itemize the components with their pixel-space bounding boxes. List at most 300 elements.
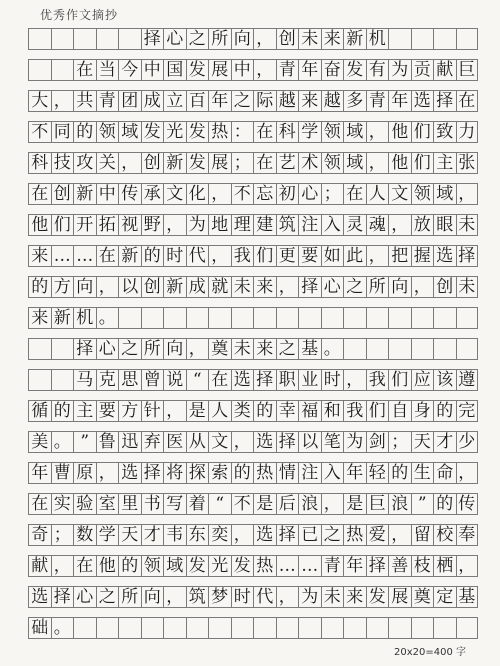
grid-cell: 献: [28, 555, 51, 577]
grid-cell: 为: [388, 59, 411, 81]
grid-cell: [366, 617, 389, 639]
grid-cell: 方: [118, 400, 141, 422]
grid-cell: 更: [276, 245, 299, 267]
grid-cell: “: [208, 493, 231, 515]
grid-cell: 承: [141, 183, 164, 205]
grid-cell: 化: [186, 183, 209, 205]
grid-cell: ，: [253, 28, 276, 50]
grid-cell: 完: [456, 400, 479, 422]
grid-cell: 择: [51, 586, 74, 608]
grid-cell: 灵: [343, 214, 366, 236]
grid-cell: ，: [231, 431, 254, 453]
grid-cell: 关: [96, 152, 119, 174]
grid-cell: [433, 28, 456, 50]
grid-cell: 心: [321, 276, 344, 298]
grid-cell: ，: [411, 276, 434, 298]
grid-cell: 巨: [456, 59, 479, 81]
grid-cell: 浪: [388, 493, 411, 515]
grid-cell: ，: [321, 493, 344, 515]
grid-row: [28, 586, 478, 608]
grid-cell: 把: [388, 245, 411, 267]
grid-row: [28, 307, 478, 329]
grid-cell: 青: [366, 90, 389, 112]
grid-cell: 他: [96, 555, 119, 577]
grid-cell: 书: [141, 493, 164, 515]
grid-cell: 校: [433, 524, 456, 546]
grid-cell: 心: [163, 28, 186, 50]
grid-cell: 生: [411, 462, 434, 484]
grid-cell: 着: [186, 493, 209, 515]
grid-cell: ”: [73, 431, 96, 453]
grid-cell: 择: [276, 431, 299, 453]
grid-cell: 大: [28, 90, 51, 112]
row-gap: [28, 174, 478, 183]
grid-cell: [411, 617, 434, 639]
grid-cell: 曹: [51, 462, 74, 484]
grid-cell: 越: [321, 90, 344, 112]
grid-cell: 热: [343, 524, 366, 546]
grid-cell: 爱: [366, 524, 389, 546]
grid-cell: 之: [321, 524, 344, 546]
grid-cell: 的: [253, 400, 276, 422]
grid-cell: [118, 28, 141, 50]
grid-cell: ，: [96, 276, 119, 298]
grid-cell: [411, 338, 434, 360]
grid-cell: 人: [366, 183, 389, 205]
grid-cell: 文: [163, 183, 186, 205]
grid-cell: 我: [343, 400, 366, 422]
grid-row: [28, 90, 478, 112]
grid-cell: 的: [73, 121, 96, 143]
grid-cell: 和: [321, 400, 344, 422]
row-gap: [28, 484, 478, 493]
grid-cell: 在: [253, 121, 276, 143]
grid-cell: 不: [231, 493, 254, 515]
grid-cell: 他: [28, 214, 51, 236]
grid-cell: 后: [276, 493, 299, 515]
grid-cell: 弃: [141, 431, 164, 453]
grid-cell: ；: [388, 431, 411, 453]
grid-cell: 少: [456, 431, 479, 453]
grid-cell: 奠: [411, 586, 434, 608]
grid-cell: ：: [231, 121, 254, 143]
grid-cell: 光: [208, 555, 231, 577]
grid-cell: 域: [433, 183, 456, 205]
grid-cell: 鲁: [96, 431, 119, 453]
grid-cell: 遵: [456, 369, 479, 391]
grid-row: [28, 462, 478, 484]
grid-cell: 梦: [208, 586, 231, 608]
grid-cell: 针: [141, 400, 164, 422]
grid-cell: 力: [456, 121, 479, 143]
grid-cell: 们: [388, 369, 411, 391]
row-gap: [28, 577, 478, 586]
grid-cell: [321, 307, 344, 329]
grid-cell: 发: [366, 586, 389, 608]
grid-row: [28, 183, 478, 205]
row-gap: [28, 50, 478, 59]
grid-cell: 轻: [366, 462, 389, 484]
grid-cell: 要: [298, 245, 321, 267]
grid-cell: 光: [163, 121, 186, 143]
grid-row: [28, 617, 478, 639]
grid-cell: 他: [388, 152, 411, 174]
grid-cell: 发: [186, 555, 209, 577]
grid-cell: 初: [276, 183, 299, 205]
grid-cell: [28, 338, 51, 360]
grid-cell: 入: [321, 462, 344, 484]
grid-cell: 奕: [208, 524, 231, 546]
grid-cell: 之: [276, 338, 299, 360]
grid-cell: 越: [276, 90, 299, 112]
grid-cell: 领: [321, 152, 344, 174]
grid-row: [28, 555, 478, 577]
grid-cell: 将: [163, 462, 186, 484]
row-gap: [28, 205, 478, 214]
grid-cell: [28, 369, 51, 391]
grid-cell: 中: [96, 183, 119, 205]
grid-cell: 创: [141, 276, 164, 298]
grid-cell: 巨: [366, 493, 389, 515]
grid-cell: 业: [298, 369, 321, 391]
grid-cell: [231, 617, 254, 639]
row-gap: [28, 391, 478, 400]
grid-cell: 此: [343, 245, 366, 267]
grid-cell: [343, 307, 366, 329]
grid-cell: 选: [118, 462, 141, 484]
grid-cell: [163, 307, 186, 329]
grid-cell: 们: [51, 214, 74, 236]
grid-cell: 领: [96, 121, 119, 143]
grid-row: [28, 121, 478, 143]
grid-row: [28, 400, 478, 422]
grid-cell: 的: [231, 462, 254, 484]
grid-cell: 发: [186, 59, 209, 81]
grid-cell: 魂: [366, 214, 389, 236]
grid-cell: 创: [141, 152, 164, 174]
grid-cell: 未: [456, 214, 479, 236]
grid-cell: ，: [456, 462, 479, 484]
grid-cell: ，: [163, 400, 186, 422]
grid-cell: 在: [73, 59, 96, 81]
grid-cell: 身: [411, 400, 434, 422]
grid-cell: ，: [118, 152, 141, 174]
grid-cell: 韦: [163, 524, 186, 546]
grid-cell: 忘: [253, 183, 276, 205]
grid-cell: [411, 28, 434, 50]
grid-cell: ；: [51, 524, 74, 546]
grid-cell: ，: [51, 555, 74, 577]
grid-cell: 。: [51, 617, 74, 639]
grid-cell: ，: [163, 586, 186, 608]
grid-cell: 选: [433, 245, 456, 267]
grid-cell: 不: [28, 121, 51, 143]
grid-cell: [51, 338, 74, 360]
grid-cell: 选: [28, 586, 51, 608]
grid-cell: 来: [28, 245, 51, 267]
grid-cell: 新: [163, 276, 186, 298]
grid-cell: ，: [276, 586, 299, 608]
row-gap: [28, 608, 478, 617]
grid-cell: 时: [163, 245, 186, 267]
grid-cell: 之: [118, 338, 141, 360]
grid-cell: 剑: [366, 431, 389, 453]
grid-cell: 在: [253, 152, 276, 174]
grid-cell: 向: [141, 586, 164, 608]
grid-cell: 善: [388, 555, 411, 577]
grid-cell: 。: [51, 431, 74, 453]
grid-cell: ，: [231, 524, 254, 546]
grid-cell: ，: [96, 462, 119, 484]
grid-cell: 之: [186, 28, 209, 50]
grid-cell: 择: [253, 369, 276, 391]
grid-cell: 学: [96, 524, 119, 546]
grid-cell: 青: [321, 555, 344, 577]
grid-cell: 探: [186, 462, 209, 484]
grid-cell: [73, 28, 96, 50]
grid-cell: 代: [253, 586, 276, 608]
grid-cell: 就: [208, 276, 231, 298]
grid-cell: 域: [163, 555, 186, 577]
grid-cell: 展: [388, 586, 411, 608]
grid-cell: ，: [366, 152, 389, 174]
grid-cell: 文: [388, 183, 411, 205]
grid-cell: 他: [388, 121, 411, 143]
grid-cell: [298, 307, 321, 329]
grid-cell: 曾: [141, 369, 164, 391]
grid-cell: [51, 59, 74, 81]
grid-cell: 的: [433, 400, 456, 422]
grid-cell: 成: [186, 276, 209, 298]
grid-cell: [141, 617, 164, 639]
grid-cell: 思: [118, 369, 141, 391]
grid-cell: 注: [298, 462, 321, 484]
grid-cell: ”: [411, 493, 434, 515]
grid-cell: [163, 617, 186, 639]
row-gap: [28, 360, 478, 369]
grid-cell: 如: [321, 245, 344, 267]
grid-cell: ，: [208, 245, 231, 267]
grid-cell: 人: [208, 400, 231, 422]
grid-cell: 主: [433, 152, 456, 174]
grid-cell: 为: [186, 214, 209, 236]
grid-cell: 里: [118, 493, 141, 515]
row-gap: [28, 298, 478, 307]
grid-cell: 不: [231, 183, 254, 205]
grid-cell: 入: [321, 214, 344, 236]
grid-cell: 在: [28, 183, 51, 205]
grid-cell: [51, 369, 74, 391]
grid-cell: 情: [276, 462, 299, 484]
grid-row: [28, 276, 478, 298]
grid-cell: 发: [186, 152, 209, 174]
grid-cell: 国: [163, 59, 186, 81]
grid-cell: 热: [208, 121, 231, 143]
grid-cell: 时: [231, 586, 254, 608]
grid-cell: 该: [433, 369, 456, 391]
grid-cell: 筑: [276, 214, 299, 236]
grid-cell: 同: [51, 121, 74, 143]
grid-cell: 我: [366, 369, 389, 391]
grid-cell: 心: [73, 586, 96, 608]
grid-cell: 未: [456, 276, 479, 298]
grid-cell: 眼: [433, 214, 456, 236]
grid-cell: 文: [208, 431, 231, 453]
grid-cell: 年: [208, 90, 231, 112]
grid-cell: 新: [163, 152, 186, 174]
grid-cell: 际: [253, 90, 276, 112]
grid-row: [28, 369, 478, 391]
grid-cell: 传: [118, 183, 141, 205]
grid-cell: 择: [276, 524, 299, 546]
grid-cell: [73, 617, 96, 639]
grid-cell: ，: [366, 245, 389, 267]
grid-cell: 奠: [208, 338, 231, 360]
grid-cell: 东: [186, 524, 209, 546]
grid-cell: 今: [118, 59, 141, 81]
grid-cell: 年: [343, 462, 366, 484]
grid-cell: [276, 617, 299, 639]
grid-cell: [96, 28, 119, 50]
grid-cell: 新: [343, 28, 366, 50]
grid-cell: [456, 338, 479, 360]
grid-cell: 机: [366, 28, 389, 50]
grid-cell: 循: [28, 400, 51, 422]
grid-cell: 选: [231, 369, 254, 391]
grid-cell: 献: [433, 59, 456, 81]
grid-cell: …: [276, 555, 299, 577]
grid-cell: 要: [96, 400, 119, 422]
grid-cell: ；: [231, 152, 254, 174]
grid-cell: ，: [343, 369, 366, 391]
grid-row: [28, 152, 478, 174]
grid-cell: 创: [276, 28, 299, 50]
grid-cell: 中: [231, 59, 254, 81]
grid-cell: 职: [276, 369, 299, 391]
grid-cell: 青: [276, 59, 299, 81]
grid-cell: 说: [163, 369, 186, 391]
grid-cell: 展: [208, 59, 231, 81]
grid-cell: [321, 617, 344, 639]
grid-cell: ；: [321, 183, 344, 205]
row-gap: [28, 81, 478, 90]
grid-cell: 时: [321, 369, 344, 391]
row-gap: [28, 112, 478, 121]
grid-cell: [118, 307, 141, 329]
grid-cell: 定: [433, 586, 456, 608]
grid-cell: 视: [118, 214, 141, 236]
grid-cell: 枝: [411, 555, 434, 577]
grid-cell: 奇: [28, 524, 51, 546]
grid-cell: 传: [456, 493, 479, 515]
grid-cell: 领: [411, 183, 434, 205]
grid-cell: 为: [298, 586, 321, 608]
grid-cell: ，: [456, 555, 479, 577]
grid-cell: 是: [186, 400, 209, 422]
grid-cell: 地: [208, 214, 231, 236]
grid-cell: 已: [298, 524, 321, 546]
grid-cell: [28, 28, 51, 50]
grid-cell: 的: [118, 555, 141, 577]
grid-cell: 奋: [321, 59, 344, 81]
grid-cell: 来: [321, 28, 344, 50]
grid-cell: ，: [163, 214, 186, 236]
grid-cell: 择: [73, 338, 96, 360]
grid-cell: 新: [118, 245, 141, 267]
grid-cell: 天: [411, 431, 434, 453]
grid-cell: 们: [411, 121, 434, 143]
grid-cell: 室: [96, 493, 119, 515]
grid-cell: 立: [163, 90, 186, 112]
grid-row: [28, 338, 478, 360]
grid-cell: 在: [456, 90, 479, 112]
grid-cell: 马: [73, 369, 96, 391]
grid-cell: 的: [28, 276, 51, 298]
row-gap: [28, 515, 478, 524]
row-gap: [28, 143, 478, 152]
grid-cell: 开: [73, 214, 96, 236]
grid-cell: 笔: [321, 431, 344, 453]
grid-cell: 攻: [73, 152, 96, 174]
grid-cell: ，: [456, 183, 479, 205]
grid-cell: 。: [96, 307, 119, 329]
grid-cell: 贡: [411, 59, 434, 81]
grid-row: [28, 493, 478, 515]
grid-cell: 数: [73, 524, 96, 546]
grid-cell: 是: [253, 493, 276, 515]
grid-cell: 择: [298, 276, 321, 298]
grid-cell: [231, 307, 254, 329]
grid-cell: 在: [73, 555, 96, 577]
grid-cell: 才: [433, 431, 456, 453]
grid-cell: 年: [388, 90, 411, 112]
grid-cell: [366, 307, 389, 329]
grid-cell: 主: [73, 400, 96, 422]
grid-cell: 年: [28, 462, 51, 484]
grid-cell: [208, 617, 231, 639]
grid-row: [28, 214, 478, 236]
row-gap: [28, 236, 478, 245]
grid-cell: 筑: [186, 586, 209, 608]
grid-cell: 类: [231, 400, 254, 422]
grid-cell: 所: [366, 276, 389, 298]
grid-cell: [28, 59, 51, 81]
grid-cell: 年: [298, 59, 321, 81]
grid-cell: 有: [366, 59, 389, 81]
grid-cell: 术: [298, 152, 321, 174]
grid-cell: 幸: [276, 400, 299, 422]
grid-cell: 来: [28, 307, 51, 329]
grid-cell: 福: [298, 400, 321, 422]
grid-cell: 之: [96, 586, 119, 608]
grid-cell: [96, 617, 119, 639]
grid-cell: [456, 617, 479, 639]
grid-cell: 择: [456, 245, 479, 267]
grid-cell: 代: [186, 245, 209, 267]
grid-cell: [118, 617, 141, 639]
grid-cell: 发: [186, 121, 209, 143]
grid-cell: 验: [73, 493, 96, 515]
grid-cell: 野: [141, 214, 164, 236]
grid-cell: 域: [343, 152, 366, 174]
grid-cell: 致: [433, 121, 456, 143]
grid-cell: …: [298, 555, 321, 577]
grid-cell: 未: [231, 338, 254, 360]
grid-cell: [433, 617, 456, 639]
grid-cell: 科: [276, 121, 299, 143]
grid-cell: 域: [343, 121, 366, 143]
grid-cell: 从: [186, 431, 209, 453]
